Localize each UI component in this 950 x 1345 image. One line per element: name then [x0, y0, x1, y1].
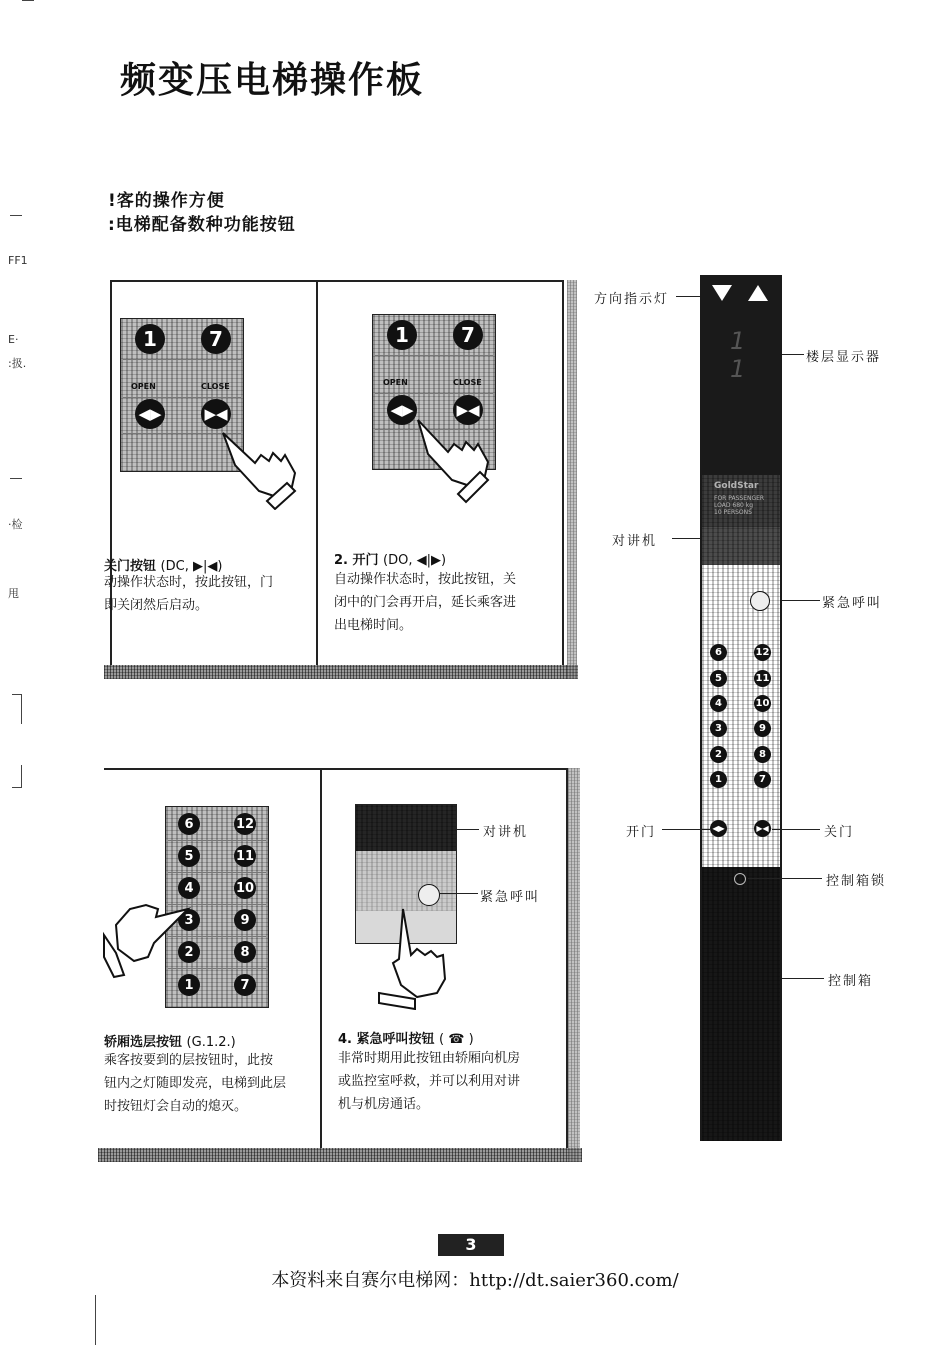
floor-display: 1 1: [730, 327, 756, 383]
margin-text: FF1: [8, 254, 28, 267]
leader-line: [672, 538, 700, 539]
margin-mark: [10, 478, 22, 479]
margin-mark: [95, 1295, 96, 1345]
panel1-body: 动操作状态时，按此按钮，门 即关闭然后启动。: [104, 575, 274, 613]
door-open-icon[interactable]: ◀▶: [710, 820, 727, 837]
panel4-heading: 4. 紧急呼叫按钮 ( ☎ ): [338, 1032, 474, 1047]
panel1-heading: 关门按钮 (DC, ▶|◀): [104, 559, 223, 574]
scan-strip: [104, 665, 578, 679]
lock-icon[interactable]: [734, 873, 746, 885]
floor-button[interactable]: 8: [234, 941, 256, 963]
plate-line: 10 PERSONS: [714, 509, 752, 516]
bottom-box-divider: [320, 768, 322, 1151]
floor-button[interactable]: 9: [234, 909, 256, 931]
label-floor-display: 楼层显示器: [806, 350, 882, 365]
door-open-icon[interactable]: ◀▶: [135, 399, 165, 429]
leader-line: [455, 829, 479, 830]
brand-plate: [702, 475, 780, 527]
floor-button[interactable]: 10: [234, 877, 256, 899]
label-direction: 方向指示灯: [594, 292, 670, 307]
control-box: [702, 867, 780, 1141]
margin-text: 甩: [8, 587, 19, 600]
margin-text: :扱.: [8, 357, 27, 370]
door-close-icon[interactable]: ▶◀: [453, 395, 483, 425]
emergency-button[interactable]: [418, 884, 440, 906]
floor-button[interactable]: 4: [710, 695, 727, 712]
floor-button[interactable]: 3: [710, 720, 727, 737]
close-label: CLOSE: [453, 378, 482, 387]
leader-line: [676, 296, 700, 297]
scan-strip: [98, 1148, 582, 1162]
emergency-button[interactable]: [750, 591, 770, 611]
label-intercom: 对讲机: [483, 825, 529, 840]
floor-button[interactable]: 1: [710, 771, 727, 788]
subtitle-2: :电梯配备数种功能按钮: [108, 215, 296, 235]
page-title: 频变压电梯操作板: [120, 60, 425, 101]
floor-button[interactable]: 7: [754, 771, 771, 788]
hand-pointer-icon: [408, 412, 498, 504]
plate-line: FOR PASSENGER: [714, 495, 765, 502]
margin-mark: [21, 694, 22, 724]
floor-button[interactable]: 11: [234, 845, 256, 867]
margin-mark: [22, 0, 34, 1]
open-label: OPEN: [131, 382, 156, 391]
bottom-box-border: [104, 768, 566, 770]
leader-line: [782, 978, 824, 979]
label-emergency: 紧急呼叫: [822, 596, 883, 611]
leader-line: [748, 878, 822, 879]
leader-line: [782, 354, 804, 355]
floor-button[interactable]: 6: [710, 644, 727, 661]
floor-button[interactable]: 5: [710, 670, 727, 687]
panel2-body: 自动操作状态时，按此按钮，关 闭中的门会再开启，延长乘客进 出电梯时间。: [334, 572, 517, 633]
brand-name: GoldStar: [714, 481, 759, 491]
open-label: OPEN: [383, 378, 408, 387]
floor-button[interactable]: 7: [201, 324, 231, 354]
floor-button[interactable]: 8: [754, 746, 771, 763]
intercom-grille: [702, 527, 780, 565]
floor-button[interactable]: 7: [234, 974, 256, 996]
leader-line: [440, 893, 478, 894]
page-number: 3: [438, 1234, 504, 1256]
close-label: CLOSE: [201, 382, 230, 391]
leader-line: [772, 829, 820, 830]
floor-button[interactable]: 1: [135, 324, 165, 354]
floor-button[interactable]: 10: [754, 695, 771, 712]
floor-button[interactable]: 5: [178, 845, 200, 867]
leader-line: [662, 829, 710, 830]
floor-button[interactable]: 9: [754, 720, 771, 737]
margin-mark: [12, 787, 22, 788]
top-box-right: [562, 280, 564, 665]
hand-pointer-icon: [100, 895, 195, 980]
plate-line: LOAD 680 kg: [714, 502, 754, 509]
margin-text: E·: [8, 333, 19, 346]
floor-button[interactable]: 4: [178, 877, 200, 899]
floor-button[interactable]: 1: [178, 974, 200, 996]
floor-button[interactable]: 2: [178, 941, 200, 963]
margin-mark: [10, 215, 22, 216]
panel3-body: 乘客按要到的层按钮时，此按 钮内之灯随即发亮，电梯到此层 时按钮灯会自动的熄灭。: [104, 1053, 287, 1114]
scan-strip: [568, 768, 580, 1162]
footer-source: 本资料来自赛尔电梯网：http://dt.saier360.com/: [271, 1270, 679, 1291]
scan-strip: [567, 280, 577, 679]
floor-button[interactable]: 12: [234, 813, 256, 835]
floor-button[interactable]: 2: [710, 746, 727, 763]
door-close-icon[interactable]: ▶◀: [754, 820, 771, 837]
floor-button[interactable]: 1: [387, 320, 417, 350]
label-lock: 控制箱锁: [826, 874, 887, 889]
top-box-border: [110, 280, 562, 282]
floor-button[interactable]: 3: [178, 909, 200, 931]
door-close-icon[interactable]: ▶◀: [201, 399, 231, 429]
top-box-divider: [316, 280, 318, 665]
margin-mark: [21, 765, 22, 787]
hand-pointer-icon: [375, 905, 455, 1010]
label-control-box: 控制箱: [828, 974, 874, 989]
label-emergency: 紧急呼叫: [480, 890, 541, 905]
intercom-grille: [356, 805, 456, 851]
floor-button[interactable]: 7: [453, 320, 483, 350]
margin-text: ·检: [8, 518, 23, 531]
door-open-icon[interactable]: ◀▶: [387, 395, 417, 425]
label-open: 开门: [626, 825, 657, 840]
subtitle-1: !客的操作方便: [108, 191, 225, 211]
arrow-up-icon: [748, 285, 768, 301]
floor-button[interactable]: 12: [754, 644, 771, 661]
elevator-panel: [700, 275, 782, 1141]
leader-line: [782, 600, 820, 601]
label-close: 关门: [824, 825, 855, 840]
floor-button[interactable]: 6: [178, 813, 200, 835]
panel4-body: 非常时期用此按钮由轿厢向机房 或监控室呼救，并可以利用对讲 机与机房通话。: [338, 1051, 521, 1112]
hand-pointer-icon: [215, 425, 305, 510]
floor-button[interactable]: 11: [754, 670, 771, 687]
arrow-down-icon: [712, 285, 732, 301]
label-intercom: 对讲机: [612, 534, 658, 549]
panel2-heading: 2. 开门 (DO, ◀|▶): [334, 553, 447, 568]
panel3-heading: 轿厢选层按钮 (G.1.2.): [104, 1035, 236, 1050]
